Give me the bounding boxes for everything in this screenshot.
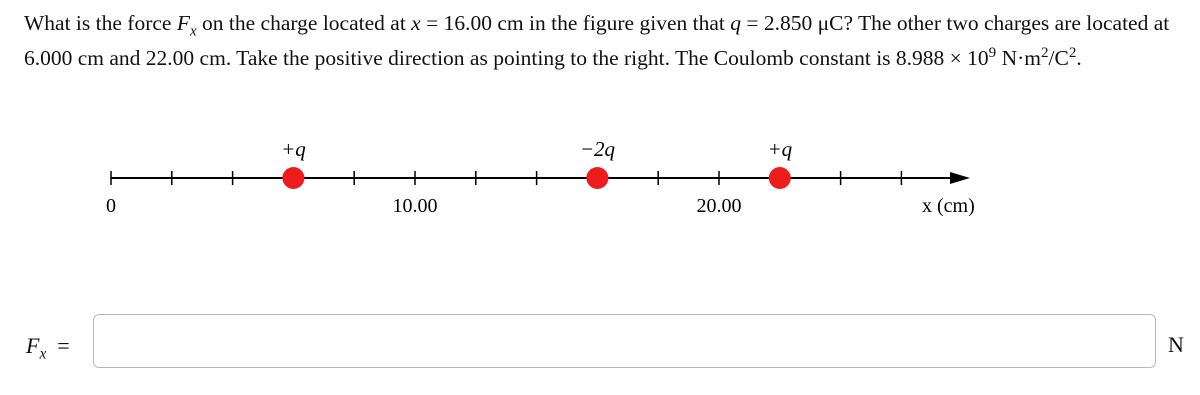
position-value: 16.00 cm <box>443 11 524 35</box>
question-part: What is the force <box>24 11 177 35</box>
axis-label: x (cm) <box>922 195 975 217</box>
charge-label: +q <box>281 137 306 161</box>
question-part: . <box>1076 46 1082 70</box>
question-part: ? The other two charges are located at 6.000 cm and 22.00 cm. Take the positive direction as pointing to the right. The Coulomb constant is 8.988 × 10 <box>24 11 1170 70</box>
exponent: 2 <box>1068 44 1077 61</box>
tick-label: 0 <box>106 195 116 217</box>
tick-labels <box>106 195 742 217</box>
force-symbol: F <box>26 333 40 358</box>
question-part: in the figure given that <box>523 11 731 35</box>
charge-number-line-figure <box>0 130 1200 240</box>
charge-dot <box>282 167 304 189</box>
charge-label: +q <box>767 137 793 161</box>
equals-sign: = <box>57 333 70 358</box>
equals-sign: = <box>740 11 764 35</box>
charge-value: 2.850 μC <box>763 11 844 35</box>
equals-sign: = <box>420 11 444 35</box>
answer-label <box>26 333 70 363</box>
tick-label: 10.00 <box>392 195 438 217</box>
x-variable: x <box>411 11 421 35</box>
force-subscript: x <box>39 345 47 363</box>
force-symbol: F <box>176 11 190 35</box>
charge-dot <box>586 167 608 189</box>
charge-label: −2q <box>579 137 615 161</box>
axis-arrowhead <box>950 172 970 184</box>
question-part: /C <box>1048 46 1069 70</box>
exponent: 2 <box>1040 44 1049 61</box>
q-variable: q <box>730 11 741 35</box>
question-paragraph <box>24 6 1184 76</box>
unit-label: N <box>1168 332 1184 357</box>
force-subscript: x <box>189 23 197 40</box>
question-part: on the charge located at <box>196 11 412 35</box>
question-part: N·m <box>996 46 1041 70</box>
question-text <box>24 6 1184 76</box>
charge-dot <box>769 167 791 189</box>
exponent: 9 <box>988 44 997 61</box>
answer-input[interactable] <box>93 314 1156 368</box>
tick-label: 20.00 <box>696 195 742 217</box>
